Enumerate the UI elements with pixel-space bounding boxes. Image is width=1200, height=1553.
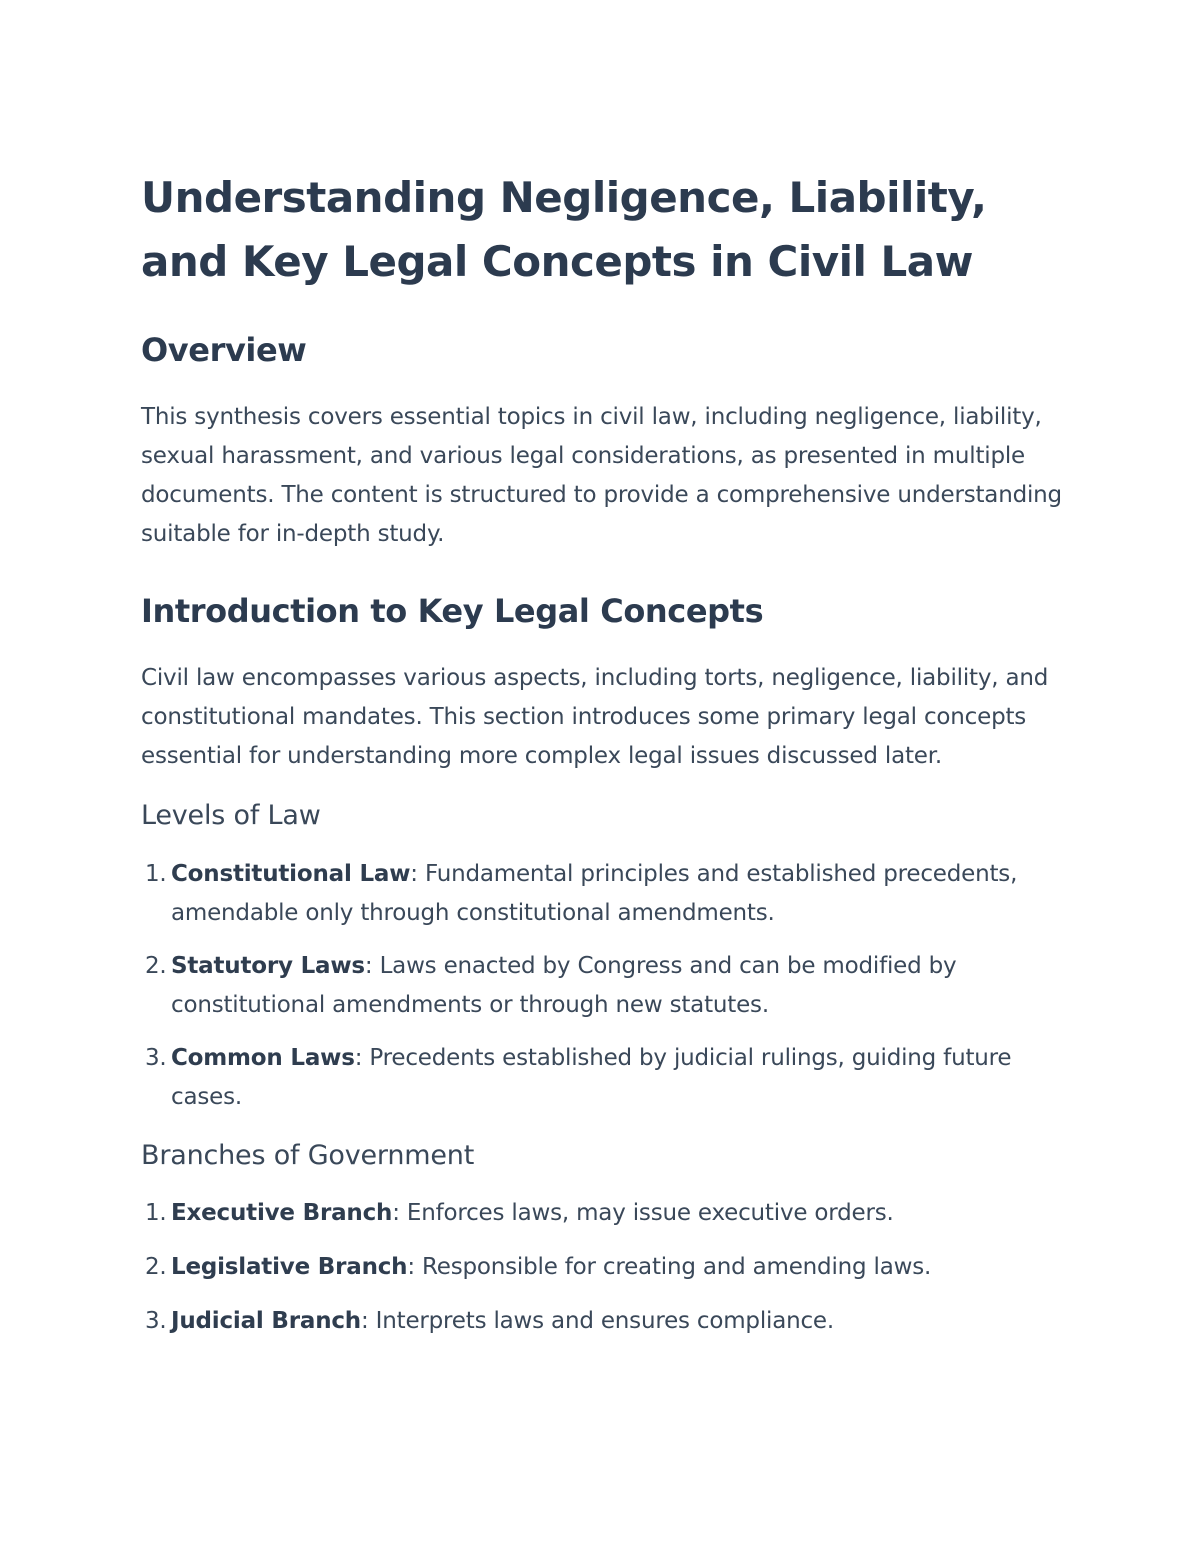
list-number: 3. [145,1045,167,1071]
list-description: : Responsible for creating and amending laws. [407,1254,932,1280]
list-description: : Enforces laws, may issue executive orders. [392,1200,894,1226]
branches-of-government-list [141,1194,1071,1341]
list-item-statutory-laws [141,947,1071,1025]
list-term: Executive Branch [171,1200,393,1226]
list-description: : Interprets laws and ensures compliance. [361,1308,834,1334]
list-item-executive-branch [141,1194,1071,1233]
document-title: Understanding Negligence, Liability, and Key Legal Concepts in Civil Law [141,173,987,286]
levels-of-law-heading: Levels of Law [141,800,321,831]
list-item-judicial-branch [141,1302,1071,1341]
overview-heading: Overview [141,331,307,369]
list-term: Common Laws [171,1045,355,1071]
list-term: Judicial Branch [171,1308,361,1334]
list-item-common-laws [141,1039,1071,1117]
list-description: : Laws enacted by Congress and can be modified by constitutional amendments or through new statutes. [171,953,957,1018]
overview-paragraph: This synthesis covers essential topics in civil law, including negligence, liability, sexual harassment, and various legal considerations, as presented in multiple documents. The content is structured to provide a comprehensive understanding suitable for in-depth study. [141,404,1062,547]
document-page [141,166,1071,1341]
list-item-legislative-branch [141,1248,1071,1287]
introduction-heading: Introduction to Key Legal Concepts [141,592,764,630]
list-number: 2. [145,953,167,979]
list-term: Statutory Laws [171,953,365,979]
list-term: Constitutional Law [171,861,411,887]
list-number: 1. [145,861,167,887]
list-item-constitutional-law [141,855,1071,933]
list-number: 1. [145,1200,167,1226]
levels-of-law-list [141,855,1071,1117]
branches-of-government-heading: Branches of Government [141,1140,475,1171]
list-term: Legislative Branch [171,1254,408,1280]
list-description: : Fundamental principles and established precedents, amendable only through constitutional amendments. [171,861,1018,926]
list-number: 2. [145,1254,167,1280]
introduction-paragraph: Civil law encompasses various aspects, including torts, negligence, liability, and constitutional mandates. This section introduces some primary legal concepts essential for understanding more complex legal issues discussed later. [141,665,1049,769]
list-description: : Precedents established by judicial rulings, guiding future cases. [171,1045,1012,1110]
list-number: 3. [145,1308,167,1334]
